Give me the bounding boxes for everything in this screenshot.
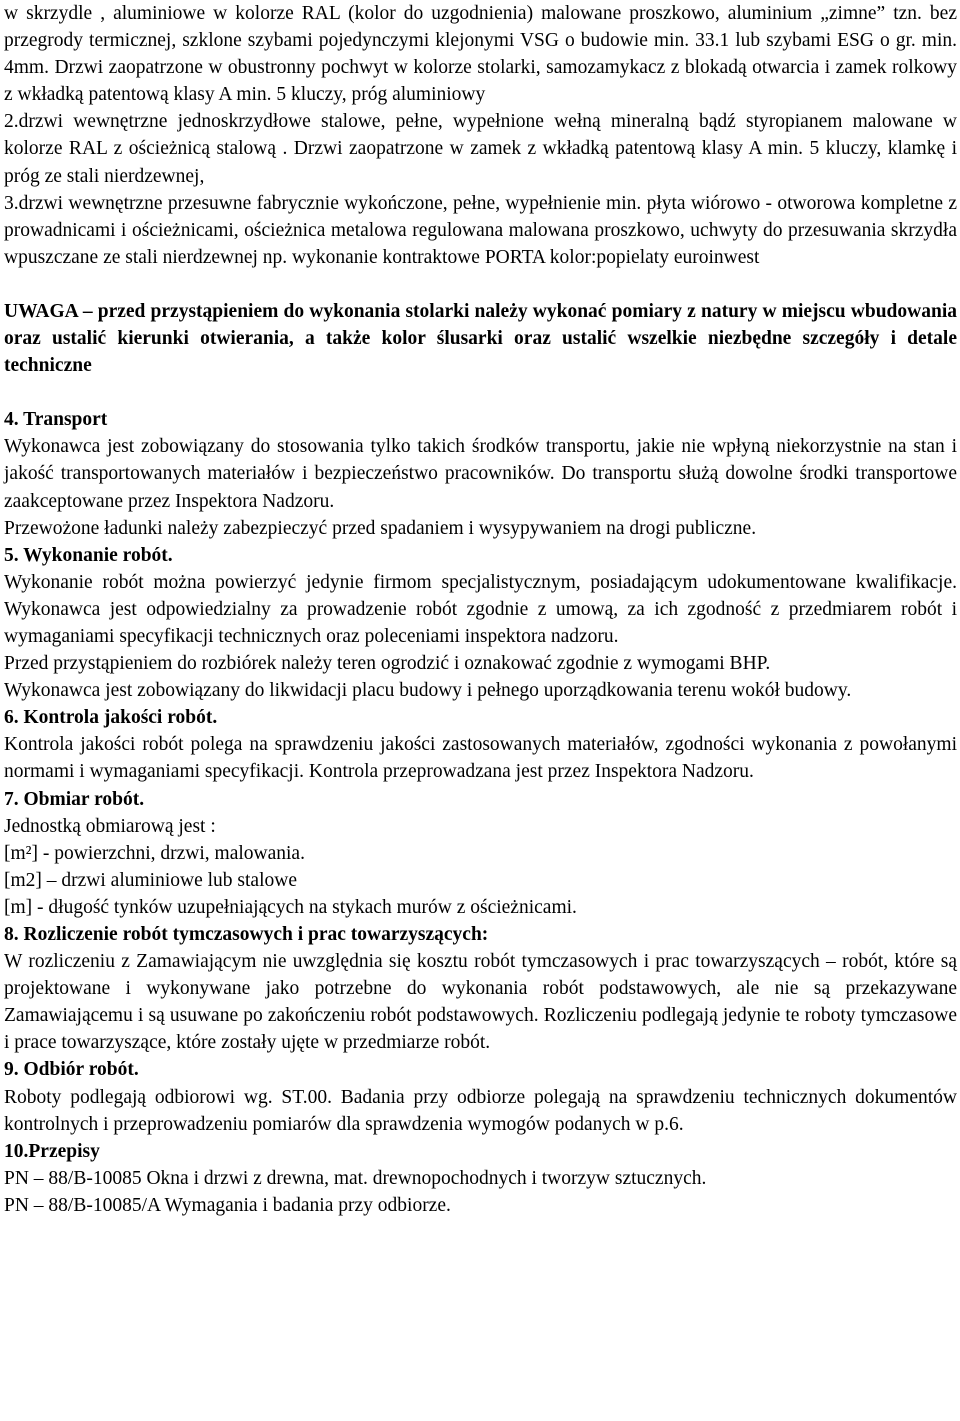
obmiar-line-3: [m2] – drzwi aluminiowe lub stalowe	[4, 869, 297, 891]
wykonanie-paragraph-2: Przed przystąpieniem do rozbiórek należy teren ogrodzić i oznakować zgodnie z wymogami BHP.	[4, 653, 771, 675]
obmiar-line-4: [m] - długość tynków uzupełniających na stykach murów z ościeżnicami.	[4, 896, 577, 918]
transport-paragraph-2: Przewożone ładunki należy zabezpieczyć przed spadaniem i wysypywaniem na drogi publiczne.	[4, 517, 757, 539]
intro-paragraph-3: 3.drzwi wewnętrzne przesuwne fabrycznie wykończone, pełne, wypełnienie min. płyta wiórowo - otworowa kompletne z prowadnicami i ościeżnicami, ościeżnica metalowa regulowana malowana proszkowo, uchwyty do przesuwania skrzydła wpuszczane ze stali nierdzewnej np. wykonanie kontraktowe PORTA kolor:popielaty euroinwest	[4, 192, 957, 268]
section-heading-wykonanie: 5. Wykonanie robót.	[4, 544, 173, 566]
wykonanie-paragraph-1: Wykonanie robót można powierzyć jedynie firmom specjalistycznym, posiadającym udokumentowane kwalifikacje. Wykonawca jest odpowiedzialny za prowadzenie robót zgodnie z umową, za ich zgodność z przedmiarem robót i wymaganiami specyfikacji technicznych oraz poleceniami inspektora nadzoru.	[4, 571, 957, 647]
warning-note: UWAGA – przed przystąpieniem do wykonania stolarki należy wykonać pomiary z natury w miejscu wbudowania oraz ustalić kierunki otwierania, a także kolor ślusarki oraz ustalić wszelkie niezbędne szczegóły i detale techniczne	[4, 300, 957, 377]
spacer	[4, 379, 957, 406]
kontrola-paragraph-1: Kontrola jakości robót polega na sprawdzeniu jakości zastosowanych materiałów, zgodności wykonania z powołanymi normami i wymaganiami specyfikacji. Kontrola przeprowadzana jest przez Inspektora Nadzoru.	[4, 734, 957, 783]
intro-paragraph-2: 2.drzwi wewnętrzne jednoskrzydłowe stalowe, pełne, wypełnione wełną mineralną bądź styropianem malowane w kolorze RAL z ościeżnicą stalową . Drzwi zaopatrzone w zamek z wkładką patentową klasy A min. 5 kluczy, klamkę i próg ze stali nierdzewnej,	[4, 111, 957, 187]
obmiar-line-2: [m²] - powierzchni, drzwi, malowania.	[4, 842, 305, 864]
section-heading-rozliczenie: 8. Rozliczenie robót tymczasowych i prac towarzyszących:	[4, 924, 489, 945]
section-heading-kontrola: 6. Kontrola jakości robót.	[4, 707, 218, 729]
section-heading-transport: 4. Transport	[4, 409, 108, 431]
transport-paragraph-1: Wykonawca jest zobowiązany do stosowania tylko takich środków transportu, jakie nie wpłyną niekorzystnie na stan i jakość transportowanych materiałów i bezpieczeństwo pracowników. Do transportu służą dowolne środki transportowe zaakceptowane przez Inspektora Nadzoru.	[4, 436, 957, 512]
document-page	[4, 0, 957, 1219]
section-heading-odbior: 9. Odbiór robót.	[4, 1059, 139, 1081]
przepisy-line-2: PN – 88/B-10085/A Wymagania i badania przy odbiorze.	[4, 1194, 451, 1216]
przepisy-line-1: PN – 88/B-10085 Okna i drzwi z drewna, mat. drewnopochodnych i tworzyw sztucznych.	[4, 1167, 707, 1189]
wykonanie-paragraph-3: Wykonawca jest zobowiązany do likwidacji placu budowy i pełnego uporządkowania terenu wokół budowy.	[4, 680, 852, 702]
intro-paragraph-1: w skrzydle , aluminiowe w kolorze RAL (kolor do uzgodnienia) malowane proszkowo, aluminium „zimne” tzn. bez przegrody termicznej, szklone szybami pojedynczymi klejonymi VSG o budowie min. 33.1 lub szybami ESG o gr. min. 4mm. Drzwi zaopatrzone w obustronny pochwyt w kolorze stolarki, samozamykacz z blokadą otwarcia i zamek rolkowy z wkładką patentową klasy A min. 5 kluczy, próg aluminiowy	[4, 3, 957, 106]
odbior-paragraph-1: Roboty podlegają odbiorowi wg. ST.00. Badania przy odbiorze polegają na sprawdzeniu technicznych dokumentów kontrolnych i przeprowadzeniu pomiarów dla sprawdzenia wymogów podanych w p.6.	[4, 1086, 957, 1135]
obmiar-line-1: Jednostką obmiarową jest :	[4, 815, 216, 837]
section-heading-obmiar: 7. Obmiar robót.	[4, 788, 145, 810]
rozliczenie-paragraph-1: W rozliczeniu z Zamawiającym nie uwzględnia się kosztu robót tymczasowych i prac towarzyszących – robót, które są projektowane i wykonywane jako potrzebne do wykonania robót podstawowych, ale nie są przekazywane Zamawiającemu i są usuwane po zakończeniu robót podstawowych. Rozliczeniu podlegają jedynie te roboty tymczasowe i prace towarzyszące, które zostały ujęte w przedmiarze robót.	[4, 951, 957, 1054]
section-heading-przepisy: 10.Przepisy	[4, 1140, 100, 1162]
spacer	[4, 271, 957, 298]
